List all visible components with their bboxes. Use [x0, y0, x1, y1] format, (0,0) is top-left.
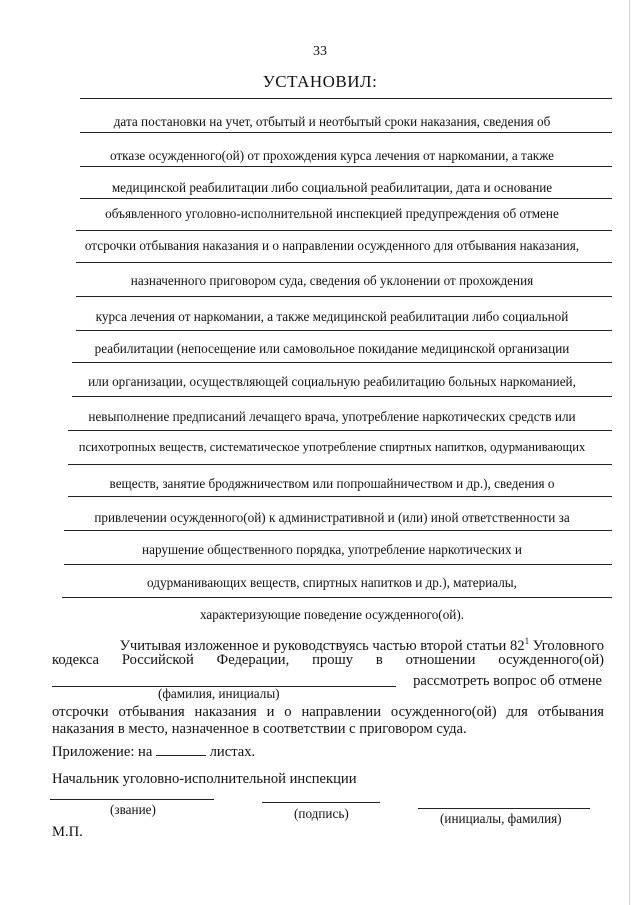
fill-line: привлечении осужденного(ой) к административной и (или) иной ответственности за	[94, 510, 570, 525]
rule-line	[80, 132, 612, 133]
rule-line	[76, 296, 612, 297]
rule-line	[62, 597, 612, 598]
name-caption: (фамилия, инициалы)	[158, 686, 280, 701]
fill-line: курса лечения от наркомании, а также медицинской реабилитации либо социальной	[95, 309, 569, 324]
rule-line	[80, 166, 612, 167]
rank-line	[50, 799, 214, 800]
rule-line	[76, 330, 612, 331]
rule-line	[80, 198, 612, 199]
signature-line	[262, 802, 380, 803]
stamp-place: М.П.	[52, 824, 83, 840]
sheets-count-blank	[156, 741, 206, 756]
request-line-5: наказания в место, назначенное в соответствии с приговором суда.	[52, 721, 467, 737]
fill-line: или организации, осуществляющей социальную реабилитацию больных наркоманией,	[88, 374, 576, 389]
fill-line: назначенного приговором суда, сведения об уклонении от прохождения	[130, 273, 534, 288]
rule-line	[80, 98, 612, 99]
fill-line: характеризующие поведение осужденного(ой).	[199, 607, 465, 622]
page-edge	[629, 0, 630, 905]
fill-line: медицинской реабилитации либо социальной реабилитации, дата и основание	[111, 180, 553, 195]
fill-line: веществ, занятие бродяжничеством или попрошайничеством и др.), сведения о	[109, 476, 555, 491]
signature-caption: (подпись)	[294, 806, 349, 821]
fill-line: отсрочки отбывания наказания и о направлении осужденного для отбывания наказания,	[84, 238, 580, 253]
initials-line	[418, 808, 590, 809]
fill-line: психотропных веществ, систематическое употребление спиртных напитков, одурманивающих	[78, 440, 586, 454]
rule-line	[68, 496, 612, 497]
page-number: 33	[313, 44, 327, 59]
rule-line	[68, 464, 612, 465]
rule-line	[64, 530, 612, 531]
fill-line: нарушение общественного порядка, употребление наркотических и	[142, 542, 522, 557]
request-line-1: Учитывая изложенное и руководствуясь частью второй статьи $82^1$ Уголовного	[119, 636, 604, 654]
fill-line: одурманивающих веществ, спиртных напитков и др.), материалы,	[147, 575, 517, 590]
rank-caption: (звание)	[110, 802, 156, 817]
initials-caption: (инициалы, фамилия)	[440, 811, 562, 826]
request-line-3: рассмотреть вопрос об отмене	[413, 673, 602, 689]
rule-line	[76, 230, 612, 231]
fill-line: отказе осужденного(ой) от прохождения курса лечения от наркомании, а также	[109, 148, 555, 163]
rule-line	[68, 430, 612, 431]
fill-line: невыполнение предписаний лечащего врача, употребление наркотических средств или	[88, 409, 576, 424]
fill-line: объявленного уголовно-исполнительной инспекцией предупреждения об отмене	[105, 206, 559, 221]
page-title: УСТАНОВИЛ:	[262, 72, 378, 91]
rule-line	[64, 564, 612, 565]
request-line-2: кодекса Российской Федерации, прошу в отношении осужденного(ой)	[52, 652, 604, 668]
request-line-4: отсрочки отбывания наказания и о направлении осужденного(ой) для отбывания	[52, 704, 604, 720]
rule-line	[72, 362, 612, 363]
fill-line: дата постановки на учет, отбытый и неотбытый сроки наказания, сведения об	[113, 114, 551, 129]
signature-title: Начальник уголовно-исполнительной инспекции	[52, 771, 357, 787]
rule-line	[72, 396, 612, 397]
fill-line: реабилитации (непосещение или самовольное покидание медицинской организации	[94, 341, 570, 356]
attachment-line: Приложение: на листах.	[52, 741, 255, 762]
rule-line	[76, 262, 612, 263]
